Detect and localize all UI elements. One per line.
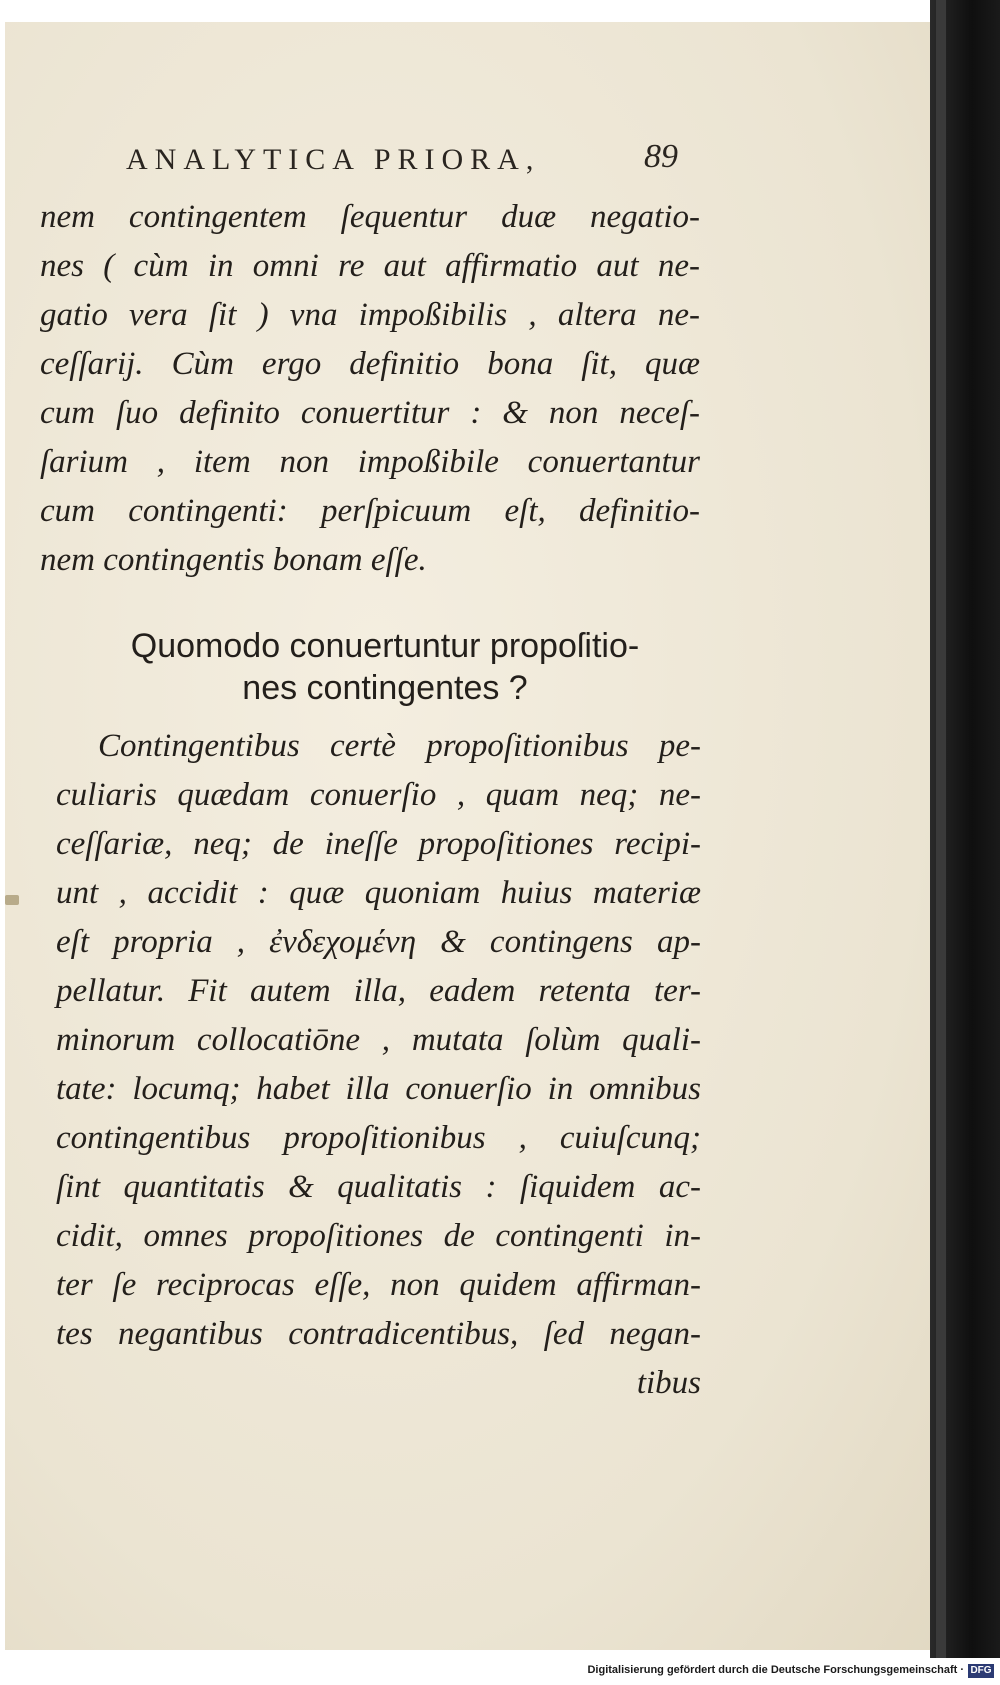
text-line: cidit, omnes propoſitiones de contingenti in- — [56, 1218, 701, 1254]
text-line: ceſſariæ, neq; de ineſſe propoſitiones recipi- — [56, 826, 701, 862]
text-line: cum contingenti: perſpicuum eſt, definitio- — [40, 493, 700, 529]
text-line: ter ſe reciprocas eſſe, non quidem affirman- — [56, 1267, 701, 1303]
page-number: 89 — [644, 138, 678, 175]
text-line: pellatur. Fit autem illa, eadem retenta ter- — [56, 973, 701, 1009]
page-fold-mark — [5, 895, 19, 905]
catchword: tibus — [636, 1365, 701, 1401]
dfg-logo: DFG — [968, 1664, 994, 1678]
text-line: contingentibus propoſitionibus , cuiuſcunq; — [56, 1120, 701, 1156]
text-line: ceſſarij. Cùm ergo definitio bona ſit, quæ — [40, 346, 700, 382]
text-line: ſarium , item non impoßibile conuertantur — [40, 444, 700, 480]
text-line: Contingentibus certè propoſitionibus pe- — [98, 728, 701, 764]
book-binding — [930, 0, 1000, 1658]
heading-line: nes contingentes ? — [242, 669, 528, 707]
text-line: unt , accidit : quæ quoniam huius materiæ — [56, 875, 701, 911]
digitization-credit: Digitalisierung gefördert durch die Deutsche Forschungsgemeinschaft · — [587, 1664, 964, 1676]
text-line: ſint quantitatis & qualitatis : ſiquidem ac- — [56, 1169, 701, 1205]
text-line: cum ſuo definito conuertitur : & non neceſ- — [40, 395, 700, 431]
text-line: minorum collocatiōne , mutata ſolùm quali- — [56, 1022, 701, 1058]
text-line: nes ( cùm in omni re aut affirmatio aut ne- — [40, 248, 700, 284]
section-heading — [70, 625, 700, 709]
text-line: nem contingentis bonam eſſe. — [40, 542, 427, 578]
running-head: ANALYTICA PRIORA, — [126, 143, 541, 176]
text-line: tes negantibus contradicentibus, ſed negan- — [56, 1316, 701, 1352]
paragraph-conversion — [56, 722, 701, 1408]
paragraph-continued — [40, 193, 700, 585]
binding-edge — [936, 0, 946, 1658]
text-line: culiaris quædam conuerſio , quam neq; ne- — [56, 777, 701, 813]
text-line: gatio vera ſit ) vna impoßibilis , altera ne- — [40, 297, 700, 333]
text-line: nem contingentem ſequentur duæ negatio- — [40, 199, 700, 235]
text-line: tate: locumq; habet illa conuerſio in omnibus — [56, 1071, 701, 1107]
heading-line: Quomodo conuertuntur propoſitio- — [130, 627, 640, 665]
text-line: eſt propria , ἐνδεχομένη & contingens ap- — [56, 924, 701, 960]
